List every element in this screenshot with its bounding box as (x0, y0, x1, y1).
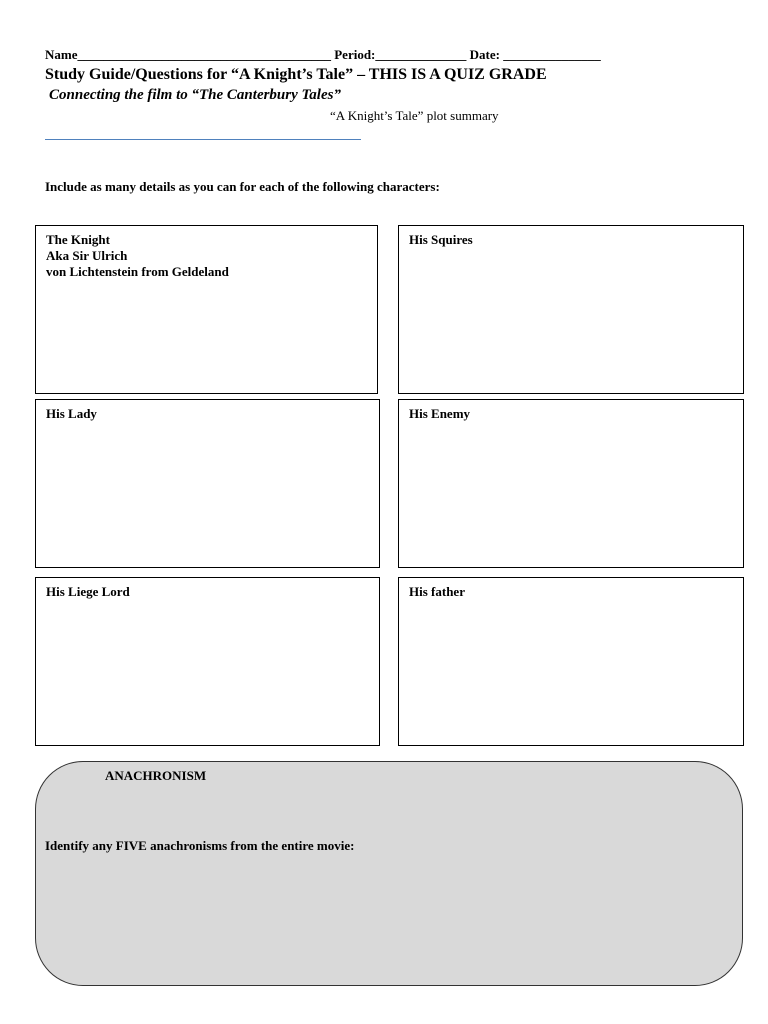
page-title: Study Guide/Questions for “A Knight’s Tale” – THIS IS A QUIZ GRADE (45, 66, 547, 83)
page-subtitle: Connecting the film to “The Canterbury Tales” (49, 87, 341, 103)
character-label-lady: His Lady (46, 406, 97, 421)
character-label-liege-lord: His Liege Lord (46, 584, 130, 599)
plot-summary-heading: “A Knight’s Tale” plot summary (330, 108, 499, 123)
character-box-knight[interactable] (35, 225, 378, 394)
character-label-enemy: His Enemy (409, 406, 471, 421)
name-period-date-line: Name_______________________________________ Period:______________ Date: _______________ (45, 47, 601, 62)
character-box-liege-lord[interactable] (35, 577, 380, 746)
anachronism-title: ANACHRONISM (105, 768, 207, 783)
character-box-enemy[interactable] (398, 399, 744, 568)
anachronism-prompt: Identify any FIVE anachronisms from the entire movie: (45, 838, 355, 853)
anachronism-panel[interactable] (35, 761, 743, 986)
character-label-father: His father (409, 584, 465, 599)
character-box-father[interactable] (398, 577, 744, 746)
character-label-squires: His Squires (409, 232, 473, 247)
character-box-lady[interactable] (35, 399, 380, 568)
character-box-squires[interactable] (398, 225, 744, 394)
instructions-text: Include as many details as you can for each of the following characters: (45, 179, 440, 194)
character-label-knight: The Knight Aka Sir Ulrich von Lichtenstein from Geldeland (46, 232, 229, 279)
blue-divider-line (45, 139, 361, 140)
